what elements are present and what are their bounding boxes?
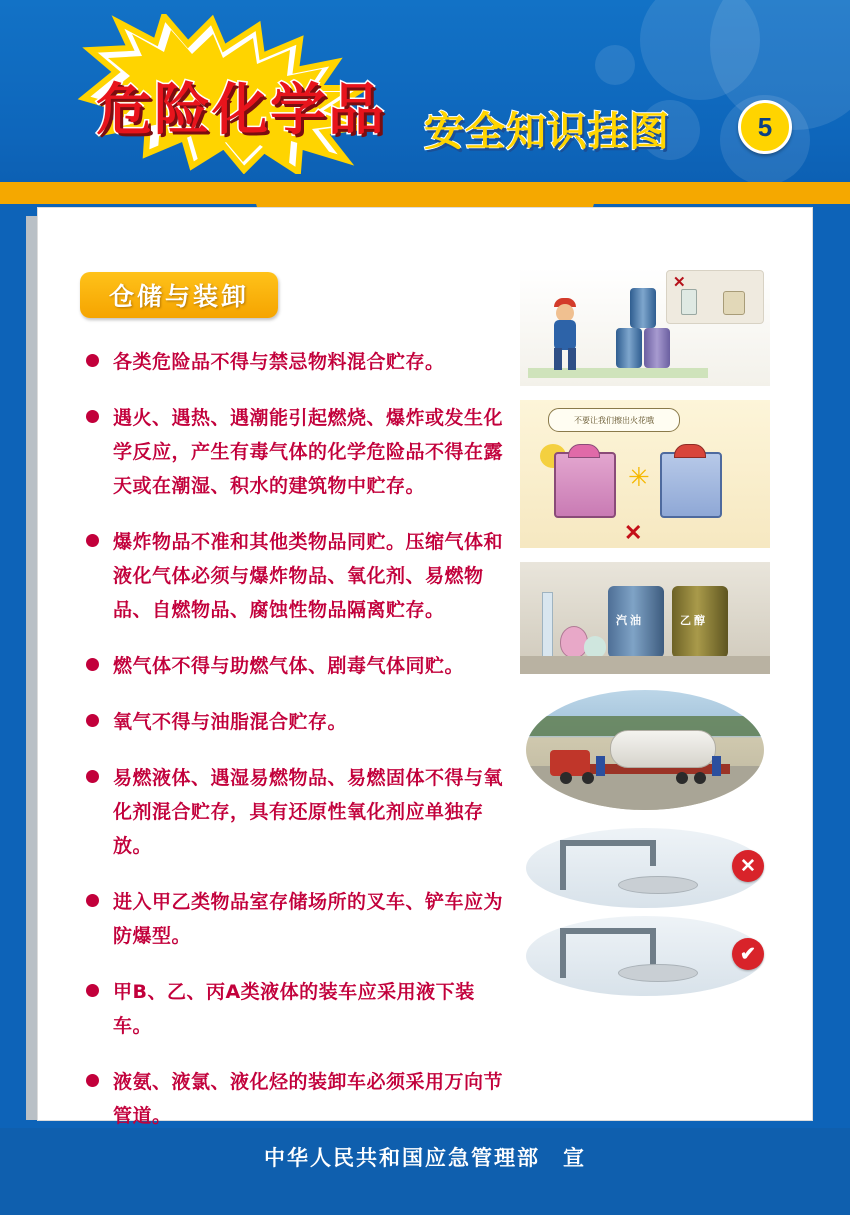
bullet-dot-icon (86, 410, 99, 423)
loading-diagram-correct (526, 916, 764, 996)
issue-number-badge: 5 (738, 100, 792, 154)
forbidden-mark-icon: ✕ (732, 850, 764, 882)
poster-header (0, 0, 850, 192)
illustration-column (520, 268, 770, 1014)
cap-icon (674, 444, 706, 458)
list-item (86, 649, 506, 683)
forbidden-items-panel (666, 270, 764, 324)
list-item-text: 进入甲乙类物品室存储场所的叉车、铲车应为防爆型。 (113, 891, 504, 947)
barrel-blue (608, 586, 664, 658)
list-item (86, 975, 506, 1043)
worker-leg (568, 348, 576, 370)
loading-downpipe (650, 840, 656, 866)
list-item-text: 易燃液体、遇湿易燃物品、易燃固体不得与氧化剂混合贮存，具有还原性氧化剂应单独存放。 (113, 767, 504, 857)
illustration-barrels (520, 562, 770, 674)
decorative-swirl (595, 45, 635, 85)
list-item (86, 705, 506, 739)
list-item-text: 氧气不得与油脂混合贮存。 (113, 711, 348, 733)
page-subtitle: 安全知识挂图 (424, 110, 670, 154)
worker-figure (596, 756, 605, 776)
list-item-text: 遇火、遇热、遇潮能引起燃烧、爆炸或发生化学反应，产生有毒气体的化学危险品不得在露天或在潮湿、积水的建筑物中贮存。 (113, 407, 504, 497)
section-heading-label: 仓储与装卸 (108, 283, 249, 311)
wheel-icon (676, 772, 688, 784)
loading-arm-horizontal (560, 840, 656, 846)
barrel-olive (672, 586, 728, 658)
chemical-box-character (554, 452, 616, 518)
barrel-label: 汽 油 (616, 615, 642, 627)
bullet-dot-icon (86, 770, 99, 783)
test-tube-icon (542, 592, 553, 658)
loading-arm-horizontal (560, 928, 656, 934)
list-item (86, 345, 506, 379)
bullet-dot-icon (86, 894, 99, 907)
wheel-icon (560, 772, 572, 784)
chemical-box-character (660, 452, 722, 518)
bottle-icon (681, 289, 697, 315)
tank-opening (618, 964, 698, 982)
list-item-text: 燃气体不得与助燃气体、剧毒气体同贮。 (113, 655, 465, 677)
footer-bar (38, 1128, 812, 1186)
worker-figure (712, 756, 721, 776)
list-item (86, 1065, 506, 1133)
jug-icon (723, 291, 745, 315)
worker-leg (554, 348, 562, 370)
worker-body (554, 320, 576, 350)
photo-oval-frame (526, 690, 764, 810)
illustration-tanker-truck (520, 688, 770, 814)
bullet-dot-icon (86, 658, 99, 671)
illustration-drum-handling (520, 268, 770, 386)
speech-bubble: 不要让我们擦出火花哦 (548, 408, 680, 432)
forbidden-x-icon: ✕ (624, 520, 643, 545)
wheel-icon (694, 772, 706, 784)
bullet-dot-icon (86, 714, 99, 727)
list-item-text: 液氨、液氯、液化烃的装卸车必须采用万向节管道。 (113, 1071, 504, 1127)
loading-diagram-wrong (526, 828, 764, 908)
list-item-text: 甲B、乙、丙A类液体的装车应采用液下装车。 (113, 981, 475, 1037)
cap-icon (568, 444, 600, 458)
bullet-list (86, 345, 506, 1155)
illustration-loading-diagram (520, 828, 770, 1000)
tank-opening (618, 876, 698, 894)
bullet-dot-icon (86, 534, 99, 547)
bullet-dot-icon (86, 1074, 99, 1087)
bullet-dot-icon (86, 984, 99, 997)
bullet-dot-icon (86, 354, 99, 367)
footer-text: 中华人民共和国应急管理部 宣 (264, 1147, 586, 1170)
list-item (86, 761, 506, 863)
drum-icon (630, 288, 656, 328)
list-item (86, 885, 506, 953)
drum-icon (644, 328, 670, 368)
list-item (86, 525, 506, 627)
page-title: 危险化学品 (96, 78, 386, 141)
flask-icon (584, 636, 606, 658)
loading-arm (560, 840, 566, 890)
spark-icon: ✳ (628, 462, 650, 492)
table-surface (520, 656, 770, 674)
approved-mark-icon: ✔ (732, 938, 764, 970)
drum-icon (616, 328, 642, 368)
list-item-text: 各类危险品不得与禁忌物料混合贮存。 (113, 351, 445, 373)
tank-body (610, 730, 716, 768)
forbidden-x-icon: ✕ (673, 274, 686, 291)
section-heading-pill (80, 272, 278, 318)
list-item-text: 爆炸物品不准和其他类物品同贮。压缩气体和液化气体必须与爆炸物品、氧化剂、易燃物品、自燃物品、腐蚀性物品隔离贮存。 (113, 531, 504, 621)
illustration-spark-boxes (520, 400, 770, 548)
loading-arm (560, 928, 566, 978)
list-item (86, 401, 506, 503)
barrel-label: 乙 醇 (680, 615, 706, 627)
wheel-icon (582, 772, 594, 784)
